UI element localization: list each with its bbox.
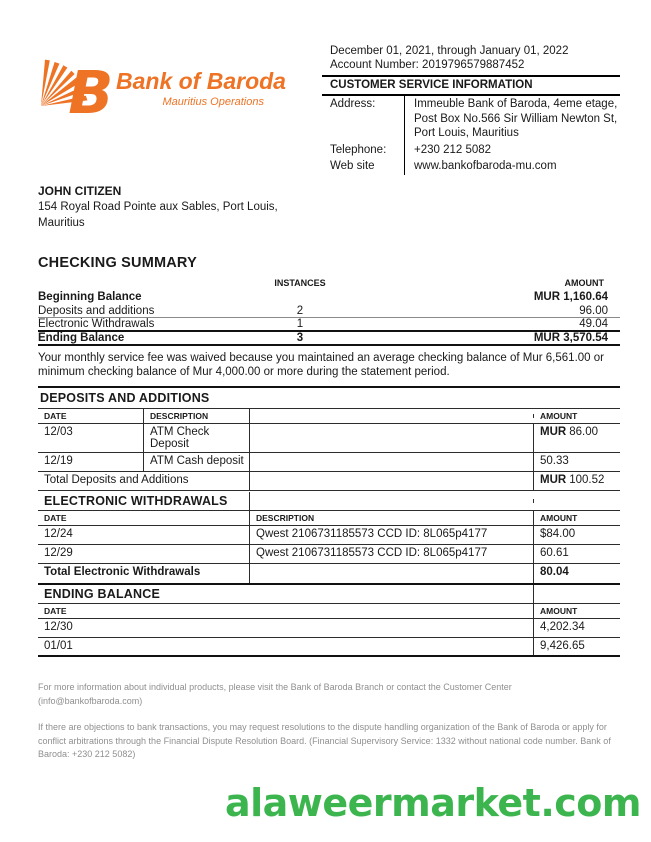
amount-value: 86.00 bbox=[569, 426, 598, 438]
amount-value: 50.33 bbox=[540, 455, 569, 467]
website-value: www.bankofbaroda-mu.com bbox=[404, 158, 620, 175]
summary-amount: 96.00 bbox=[579, 304, 608, 317]
deposits-total-spacer bbox=[250, 472, 534, 490]
ending-balance-section-title: ENDING BALANCE bbox=[38, 585, 534, 603]
address-line: Port Louis, Mauritius bbox=[414, 127, 519, 139]
deposits-header-row bbox=[38, 409, 620, 424]
deposit-description: ATM Check Deposit bbox=[144, 424, 250, 452]
balance-amount: 9,426.65 bbox=[540, 640, 585, 652]
account-number-label: Account Number: bbox=[330, 59, 423, 71]
checking-summary-header-row bbox=[38, 276, 620, 290]
ending-balance-title-row bbox=[38, 583, 620, 604]
description-column-header: DESCRIPTION bbox=[250, 511, 534, 525]
withdrawals-section-title: ELECTRONIC WITHDRAWALS bbox=[38, 492, 250, 510]
ending-balance-header-row bbox=[38, 604, 620, 619]
bank-of-baroda-sun-logo-icon bbox=[33, 50, 113, 130]
summary-row-ending-balance bbox=[38, 332, 620, 346]
withdrawal-row bbox=[38, 526, 620, 545]
date-column-header: DATE bbox=[38, 604, 534, 618]
spacer bbox=[534, 499, 620, 503]
summary-amount: MUR 3,570.54 bbox=[533, 332, 608, 344]
telephone-value: +230 212 5082 bbox=[404, 142, 620, 159]
withdrawal-amount: 60.61 bbox=[540, 547, 569, 559]
footer-dispute-line: If there are objections to bank transactions, you may request resolutions to the dispute handling organization of the Bank of Baroda or apply for conflict arbitrations through the Financial Dispute Resolution Board. (Financial Supervisory Service: 1332 without national code number. Bank of Baroda: +230 212 5082) bbox=[38, 722, 611, 759]
address-value bbox=[404, 96, 620, 142]
deposit-amount bbox=[534, 453, 620, 471]
brand-tagline: Mauritius Operations bbox=[162, 96, 264, 108]
balance-date: 12/30 bbox=[38, 619, 534, 637]
amount-column-header: AMOUNT bbox=[540, 411, 578, 421]
deposit-spacer bbox=[250, 453, 534, 471]
withdrawals-header-row bbox=[38, 511, 620, 526]
deposit-amount bbox=[534, 424, 620, 452]
customer-service-info-block bbox=[322, 44, 620, 175]
website-label: Web site bbox=[330, 160, 375, 172]
customer-address-line: 154 Royal Road Pointe aux Sables, Port Louis, bbox=[38, 201, 278, 213]
deposit-date: 12/03 bbox=[38, 424, 144, 452]
amount-column-header: AMOUNT bbox=[540, 513, 578, 523]
currency-code: MUR bbox=[540, 474, 567, 486]
deposits-total-amount bbox=[534, 472, 620, 490]
customer-service-title: CUSTOMER SERVICE INFORMATION bbox=[322, 75, 620, 96]
deposits-section-title: DEPOSITS AND ADDITIONS bbox=[38, 386, 620, 409]
summary-row-deposits bbox=[38, 304, 620, 318]
withdrawal-date: 12/24 bbox=[38, 526, 250, 544]
summary-instances: 1 bbox=[296, 318, 304, 330]
summary-label: Deposits and additions bbox=[38, 304, 155, 317]
summary-row-beginning-balance bbox=[38, 290, 620, 304]
empty-column-header bbox=[250, 414, 534, 418]
deposit-spacer bbox=[250, 424, 534, 452]
summary-amount: MUR 1,160.64 bbox=[533, 291, 608, 303]
account-number-line bbox=[322, 58, 620, 72]
address-label: Address: bbox=[330, 98, 376, 110]
footer-disclaimers bbox=[38, 681, 616, 762]
footer-info-line: For more information about individual products, please visit the Bank of Baroda Branch or contact the Customer Center (info@bankofbaroda.com) bbox=[38, 682, 512, 706]
amount-value: 100.52 bbox=[569, 474, 605, 486]
withdrawal-date: 12/29 bbox=[38, 545, 250, 563]
withdrawals-total-label: Total Electronic Withdrawals bbox=[38, 564, 250, 583]
brand-text bbox=[116, 68, 286, 108]
amount-column-header: AMOUNT bbox=[540, 606, 578, 616]
summary-label: Electronic Withdrawals bbox=[38, 318, 155, 330]
customer-name: JOHN CITIZEN bbox=[38, 184, 122, 198]
statement-body bbox=[38, 255, 620, 657]
deposits-total-label: Total Deposits and Additions bbox=[38, 472, 250, 490]
description-column-header: DESCRIPTION bbox=[144, 409, 250, 423]
customer-address-line: Mauritius bbox=[38, 217, 85, 229]
withdrawal-description: Qwest 2106731185573 CCD ID: 8L065p4177 bbox=[250, 526, 534, 544]
amount-column-header: AMOUNT bbox=[564, 278, 604, 288]
summary-instances: 2 bbox=[296, 304, 304, 317]
summary-instances: 3 bbox=[296, 332, 304, 344]
customer-service-table bbox=[322, 96, 620, 175]
date-column-header: DATE bbox=[38, 409, 144, 423]
withdrawals-title-row bbox=[38, 491, 620, 511]
balance-amount: 4,202.34 bbox=[540, 621, 585, 633]
watermark-text: alaweermarket.com bbox=[224, 781, 641, 825]
summary-amount: 49.04 bbox=[579, 318, 608, 330]
deposit-description: ATM Cash deposit bbox=[144, 453, 250, 471]
customer-block bbox=[38, 183, 278, 231]
instances-column-header: INSTANCES bbox=[274, 278, 326, 288]
brand-name: Bank of Baroda bbox=[116, 68, 286, 94]
account-number-value: 2019796579887452 bbox=[422, 59, 525, 71]
deposit-date: 12/19 bbox=[38, 453, 144, 471]
deposits-total-row bbox=[38, 472, 620, 491]
ending-balance-row bbox=[38, 638, 620, 657]
withdrawal-row bbox=[38, 545, 620, 564]
spacer bbox=[534, 592, 620, 596]
service-fee-waiver-note: Your monthly service fee was waived because you maintained an average checking balance of Mur 6,561.00 or minimum checking balance of Mur 4,000.00 or more during the statement period. bbox=[38, 352, 604, 378]
withdrawals-total-row bbox=[38, 564, 620, 583]
withdrawal-amount: $84.00 bbox=[540, 528, 576, 540]
svg-text:B: B bbox=[68, 58, 113, 128]
ending-balance-row bbox=[38, 619, 620, 638]
deposit-row bbox=[38, 453, 620, 472]
address-line: Post Box No.566 Sir William Newton St, bbox=[414, 112, 618, 125]
deposit-row bbox=[38, 424, 620, 453]
withdrawals-total-amount: 80.04 bbox=[540, 566, 569, 578]
currency-code: MUR bbox=[540, 426, 567, 438]
summary-row-withdrawals bbox=[38, 318, 620, 332]
withdrawals-total-spacer bbox=[250, 564, 534, 583]
balance-date: 01/01 bbox=[38, 638, 534, 655]
withdrawal-description: Qwest 2106731185573 CCD ID: 8L065p4177 bbox=[250, 545, 534, 563]
telephone-label: Telephone: bbox=[330, 143, 387, 156]
spacer bbox=[250, 499, 534, 503]
summary-label: Beginning Balance bbox=[38, 291, 142, 303]
address-line: Immeuble Bank of Baroda, 4eme etage, bbox=[414, 98, 618, 110]
summary-label: Ending Balance bbox=[38, 332, 125, 344]
statement-period: December 01, 2021, through January 01, 2022 bbox=[330, 45, 569, 57]
checking-summary-title: CHECKING SUMMARY bbox=[38, 255, 197, 271]
date-column-header: DATE bbox=[38, 511, 250, 525]
